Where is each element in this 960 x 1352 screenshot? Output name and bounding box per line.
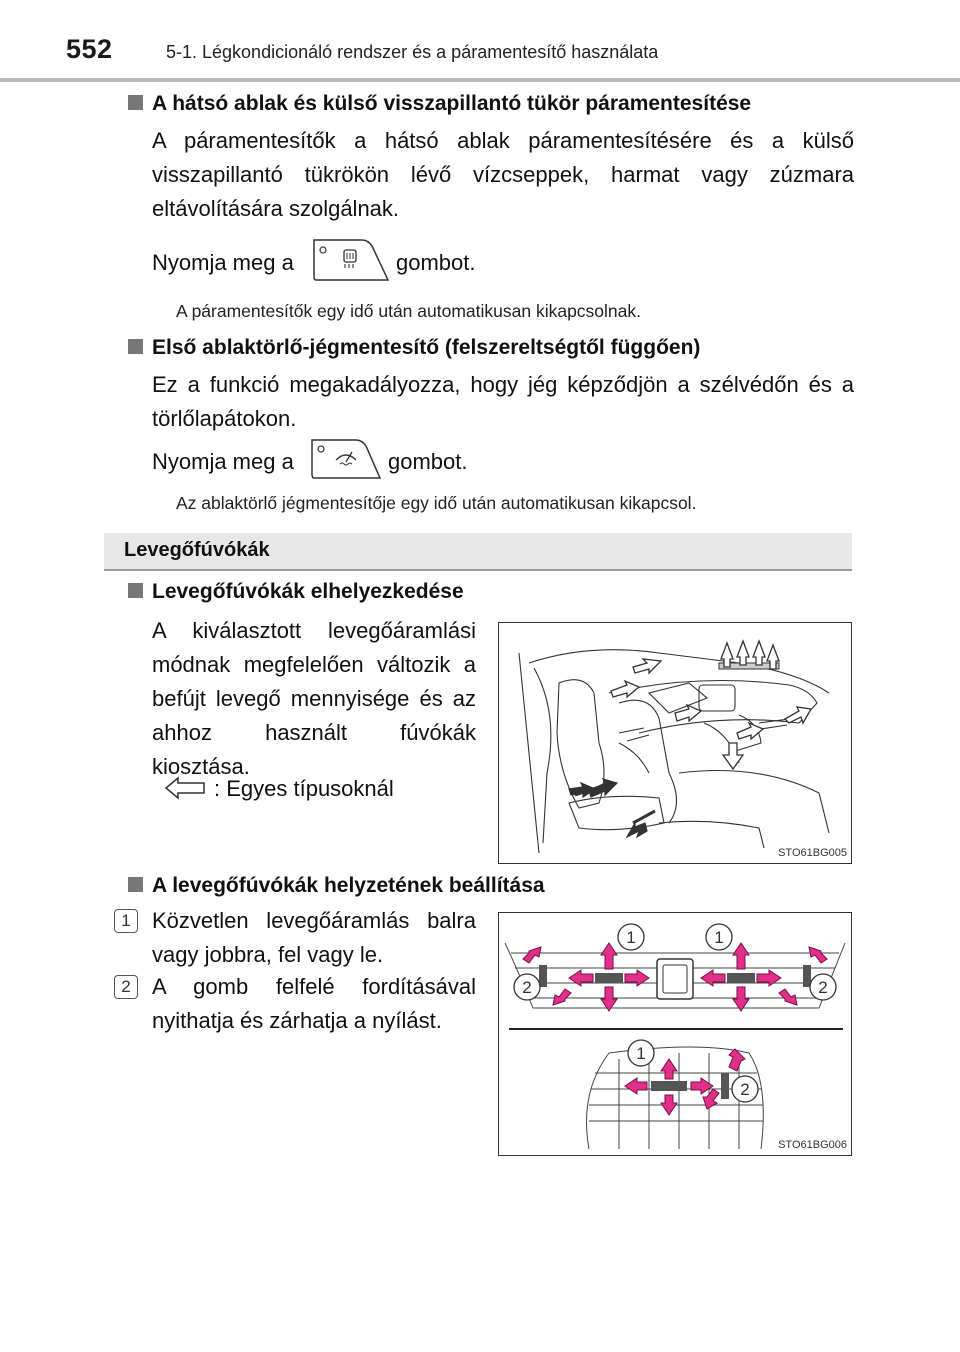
- callout-1c: 1: [636, 1044, 646, 1063]
- callout-2a: 2: [522, 978, 532, 997]
- section-bar-title: Levegőfúvókák: [124, 539, 270, 561]
- wiper-deicer-press-after: gombot.: [388, 449, 468, 474]
- car-interior-illustration: [499, 623, 851, 863]
- rear-defog-heading: A hátsó ablak és külső visszapillantó tükör páramentesítése: [128, 92, 751, 116]
- vent-location-figure: [498, 622, 852, 864]
- wiper-deicer-note: Az ablaktörlő jégmentesítője egy idő után automatikusan kikapcsol.: [176, 493, 697, 513]
- rear-defog-note: A páramentesítők egy idő után automatikusan kikapcsolnak.: [176, 301, 641, 321]
- vent-location-heading: Levegőfúvókák elhelyezkedése: [128, 580, 464, 604]
- callout-2c: 2: [740, 1080, 750, 1099]
- figure2-code: STO61BG006: [778, 1139, 847, 1151]
- rear-defog-button-icon: [312, 236, 390, 288]
- bullet-square-icon: [128, 95, 143, 110]
- wiper-deicer-body: Ez a funkció megakadályozza, hogy jég képződjön a szélvédőn és a törlőlapátokon.: [152, 372, 854, 431]
- legend-text: : Egyes típusoknál: [214, 776, 394, 801]
- wiper-deicer-heading: Első ablaktörlő-jégmentesítő (felszereltségtől függően): [128, 336, 700, 360]
- outline-arrow-legend-icon: [164, 775, 208, 801]
- callout-2b: 2: [818, 978, 828, 997]
- page-number: 552: [66, 34, 113, 64]
- header-divider: [0, 78, 960, 82]
- wiper-deicer-press-line: [152, 449, 294, 475]
- vent-adjust-figure: [498, 912, 852, 1156]
- vent-diagram-illustration: [499, 913, 851, 1155]
- press-before-text: Nyomja meg a: [152, 449, 294, 474]
- item-text-1: Közvetlen levegőáramlás balra vagy jobbra, fel vagy le.: [152, 908, 476, 967]
- wiper-deicer-button-icon: [310, 436, 382, 484]
- item-number-1: 1: [114, 909, 138, 933]
- rear-defog-press-after: gombot.: [396, 250, 476, 275]
- bullet-square-icon: [128, 339, 143, 354]
- callout-1a: 1: [626, 928, 636, 947]
- callout-1b: 1: [714, 928, 724, 947]
- bullet-square-icon: [128, 583, 143, 598]
- section-title: 5-1. Légkondicionáló rendszer és a páramentesítő használata: [166, 42, 659, 62]
- vent-location-body: A kiválasztott levegőáramlási módnak megfelelően változik a befújt levegő mennyisége és az ahhoz használt fúvókák kiosztása.: [152, 618, 476, 779]
- bullet-square-icon: [128, 877, 143, 892]
- figure1-code: STO61BG005: [778, 847, 847, 859]
- rear-defog-body: A páramentesítők a hátsó ablak páramentesítésére és a külső visszapillantó tükrökön lévő vízcseppek, harmat vagy zúzmara eltávolítására szolgálnak.: [152, 128, 854, 221]
- rear-defog-press-line: [152, 250, 294, 276]
- vent-adjust-heading: A levegőfúvókák helyzetének beállítása: [128, 874, 545, 898]
- press-before-text: Nyomja meg a: [152, 250, 294, 275]
- item-number-2: 2: [114, 975, 138, 999]
- item-text-2: A gomb felfelé fordításával nyithatja és zárhatja a nyílást.: [152, 974, 476, 1033]
